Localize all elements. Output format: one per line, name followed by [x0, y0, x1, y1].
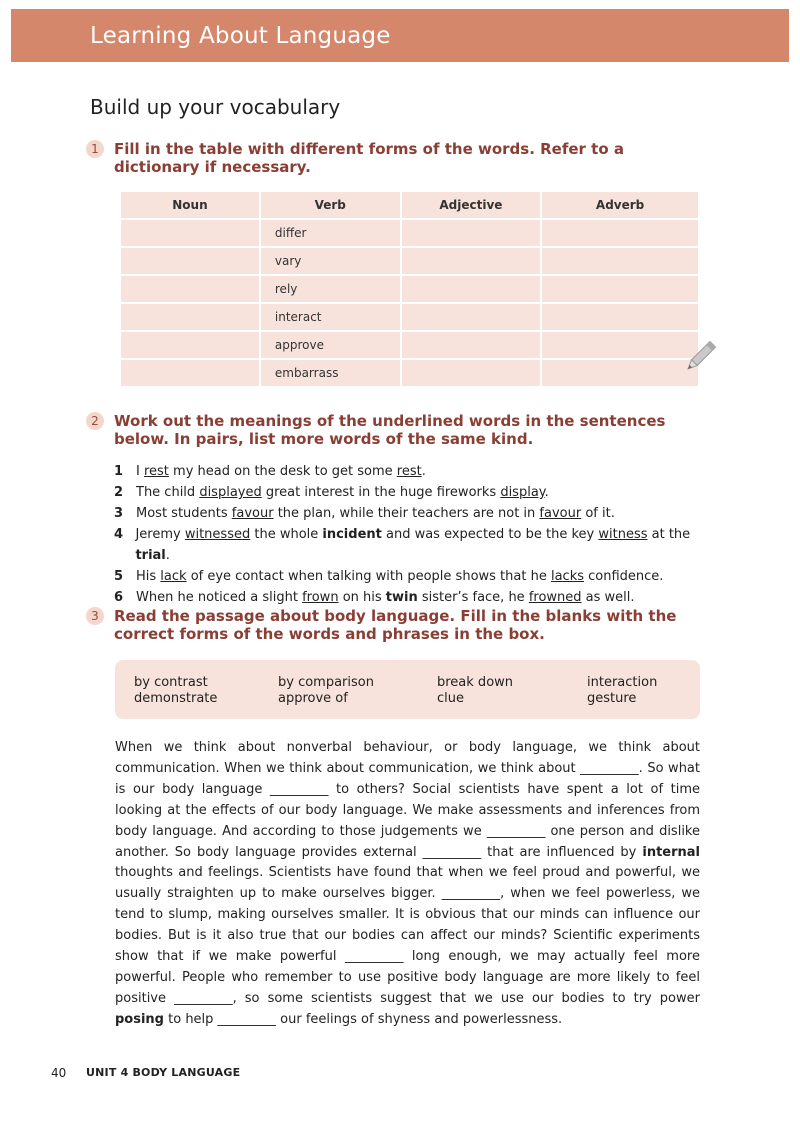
sentence	[114, 503, 714, 524]
underlined-word: lack	[160, 569, 187, 584]
blank-cell	[120, 303, 260, 331]
table-row	[120, 219, 699, 247]
blank-cell	[541, 219, 699, 247]
passage	[115, 738, 705, 1031]
word-box-item: demonstrate	[134, 691, 218, 706]
table-row	[120, 331, 699, 359]
column-header: Noun	[120, 191, 260, 219]
blank-cell	[541, 247, 699, 275]
unit-label: UNIT 4 BODY LANGUAGE	[86, 1066, 241, 1079]
sentence-text	[135, 524, 714, 566]
text-segment: Jeremy	[135, 527, 185, 542]
table-row	[120, 303, 699, 331]
task-1	[86, 140, 706, 176]
text-segment: and was expected to be the key	[381, 527, 599, 542]
text-segment: the plan, while their teachers are not in	[273, 506, 540, 521]
text-segment: of it.	[581, 506, 615, 521]
verb-cell: interact	[260, 303, 401, 331]
word-box	[115, 660, 700, 719]
column-header: Adjective	[401, 191, 542, 219]
verb-cell: embarrass	[260, 359, 401, 387]
text-segment: I	[136, 464, 144, 479]
task-3	[86, 607, 706, 643]
blank-cell	[401, 359, 542, 387]
task-instruction: Fill in the table with different forms of the words. Refer to a dictionary if necessary.	[114, 140, 624, 176]
underlined-word: display	[500, 485, 545, 500]
blank-cell	[120, 359, 260, 387]
bold-word: trial	[135, 548, 166, 563]
sentence-text	[136, 587, 635, 608]
underlined-word: witness	[598, 527, 648, 542]
sentence-number: 6	[114, 590, 124, 605]
blank-cell	[120, 219, 260, 247]
blank-cell	[401, 275, 542, 303]
blank-cell	[541, 303, 699, 331]
bold-word: twin	[385, 590, 418, 605]
table-row	[120, 247, 699, 275]
blank-cell	[401, 219, 542, 247]
text-segment: thoughts and feelings. Scientists have found that when we feel proud and powerful, we usually straighten up to make ourselves bigger. _________, when we feel powerless, we tend to slump, making ourselves smaller. It is obvious that our minds can influence our bodies. But is it also true that our bodies can affect our minds? Scientific experiments show that if we make powerful _________ long enough, we may actually feel more powerful. People who remember to use positive body language are more likely to feel positive _________, so some scientists suggest that we use our bodies to try power	[115, 844, 705, 1006]
text-segment: .	[421, 464, 426, 479]
bold-word: posing	[115, 1011, 164, 1027]
table-header-row	[120, 191, 699, 219]
text-segment: When we think about nonverbal behaviour, or body language, we think about communication. When we think about communication, we think about _________. So what is our body language _________ to others? Social scientists have spent a lot of time looking at the effects of our body language. We make assessments and inferences from body language. And according to those judgements we _________ one person and dislike another. So body language provides external _________ that are influenced by	[115, 740, 705, 860]
text-segment: of eye contact when talking with people shows that he	[186, 569, 551, 584]
blank-cell	[120, 275, 260, 303]
sentence-text	[136, 566, 663, 587]
text-segment: my head on the desk to get some	[168, 464, 397, 479]
task-number: 3	[86, 607, 104, 625]
sentence-number: 5	[114, 569, 124, 584]
text-segment: to help _________ our feelings of shyness and powerlessness.	[164, 1011, 563, 1027]
blank-cell	[401, 331, 542, 359]
page-number: 40	[51, 1066, 67, 1080]
sentence	[114, 566, 714, 587]
word-forms-table	[119, 190, 700, 388]
word-box-item: break down	[437, 675, 514, 690]
text-segment: confidence.	[584, 569, 664, 584]
task-2	[86, 412, 706, 448]
table-row	[120, 275, 699, 303]
underlined-word: frowned	[528, 590, 582, 605]
underlined-word: rest	[143, 464, 169, 479]
text-segment: the whole	[250, 527, 323, 542]
section-title: Build up your vocabulary	[90, 95, 341, 119]
text-segment: at the	[647, 527, 695, 542]
blank-cell	[401, 247, 542, 275]
word-box-item: approve of	[278, 691, 348, 706]
sentence-text	[136, 503, 615, 524]
text-segment: sister’s face, he	[417, 590, 529, 605]
column-header: Adverb	[541, 191, 699, 219]
header-bar	[11, 9, 789, 62]
sentence-number: 3	[114, 506, 124, 521]
sentence-text	[136, 482, 549, 503]
underlined-word: favour	[231, 506, 274, 521]
underlined-word: lacks	[550, 569, 584, 584]
blank-cell	[120, 247, 260, 275]
underlined-word: rest	[396, 464, 422, 479]
blank-cell	[120, 331, 260, 359]
column-header: Verb	[260, 191, 401, 219]
sentence-number: 1	[114, 464, 124, 479]
blank-cell	[401, 303, 542, 331]
sentence	[114, 482, 714, 503]
text-segment: as well.	[581, 590, 635, 605]
bold-word: incident	[322, 527, 382, 542]
text-segment: .	[544, 485, 549, 500]
word-box-item: by contrast	[134, 675, 208, 690]
word-box-item: interaction	[587, 675, 658, 690]
underlined-word: displayed	[199, 485, 262, 500]
pencil-icon	[680, 337, 720, 377]
task-instruction: Work out the meanings of the underlined words in the sentences below. In pairs, list more words of the same kind.	[114, 412, 666, 448]
sentence-text	[136, 461, 426, 482]
sentence-number: 2	[114, 485, 124, 500]
text-segment: on his	[338, 590, 386, 605]
text-segment: When he noticed a slight	[136, 590, 303, 605]
task-instruction: Read the passage about body language. Fill in the blanks with the correct forms of the words and phrases in the box.	[114, 607, 677, 643]
bold-word: internal	[642, 844, 700, 860]
task-number: 1	[86, 140, 104, 158]
underlined-word: witnessed	[184, 527, 251, 542]
sentence	[114, 524, 714, 566]
table-row	[120, 359, 699, 387]
word-box-item: by comparison	[278, 675, 374, 690]
verb-cell: rely	[260, 275, 401, 303]
header-title: Learning About Language	[90, 23, 391, 49]
verb-cell: approve	[260, 331, 401, 359]
task-number: 2	[86, 412, 104, 430]
blank-cell	[541, 359, 699, 387]
text-segment: Most students	[136, 506, 232, 521]
verb-cell: differ	[260, 219, 401, 247]
sentence-number: 4	[114, 527, 124, 542]
word-box-item: clue	[437, 691, 464, 706]
text-segment: .	[165, 548, 170, 563]
sentence	[114, 587, 714, 608]
word-box-item: gesture	[587, 691, 637, 706]
underlined-word: favour	[539, 506, 582, 521]
text-segment: The child	[136, 485, 200, 500]
sentence-list	[114, 461, 714, 608]
blank-cell	[541, 331, 699, 359]
sentence	[114, 461, 714, 482]
blank-cell	[541, 275, 699, 303]
verb-cell: vary	[260, 247, 401, 275]
text-segment: great interest in the huge fireworks	[261, 485, 501, 500]
text-segment: His	[136, 569, 161, 584]
underlined-word: frown	[302, 590, 339, 605]
